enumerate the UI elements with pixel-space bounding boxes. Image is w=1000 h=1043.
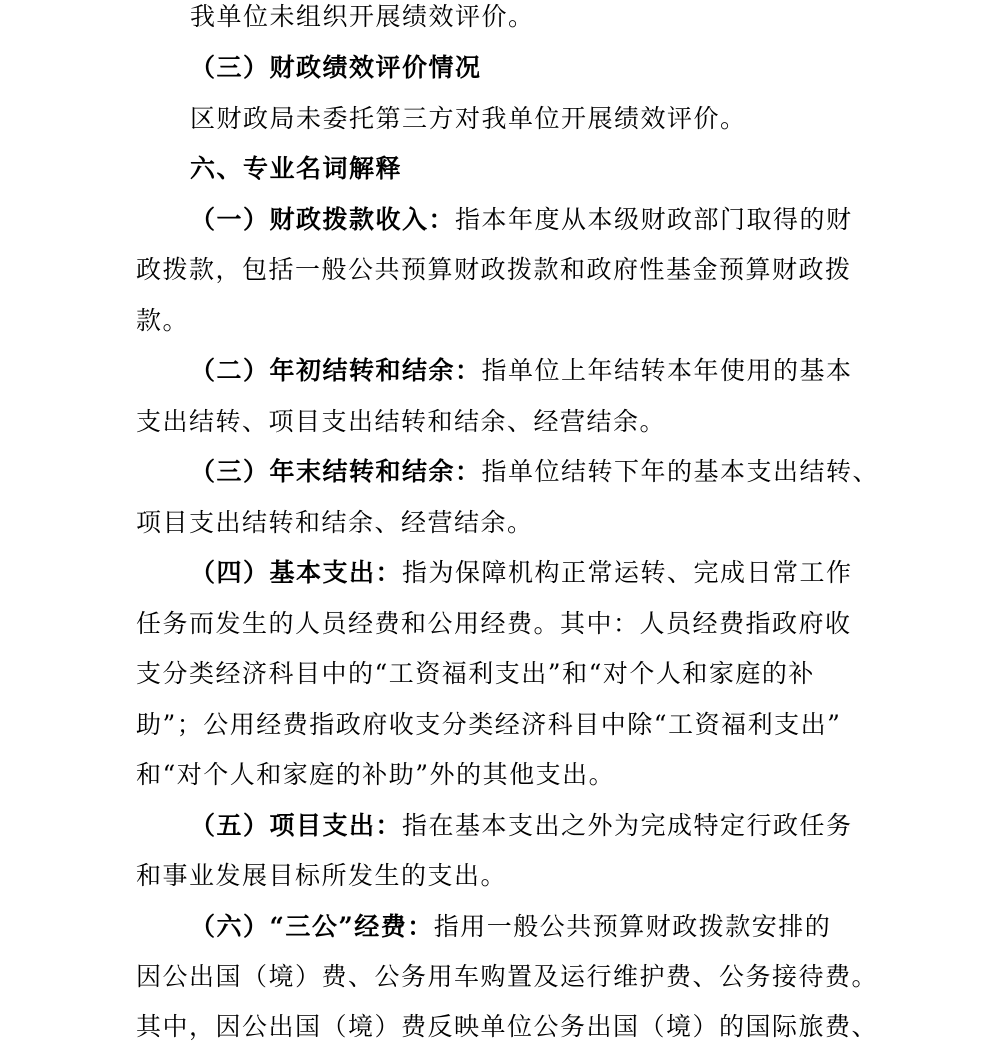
heading-text: 六、专业名词解释 bbox=[190, 154, 403, 183]
definition-text: 指用一般公共预算财政拨款安排的 bbox=[433, 912, 832, 941]
definition-text: 指在基本支出之外为完成特定行政任务 bbox=[402, 811, 853, 840]
definition-term: （六）“三公”经费： bbox=[190, 912, 434, 941]
paragraph-line bbox=[136, 306, 896, 336]
definition-line bbox=[190, 457, 950, 487]
line-text: 其中，因公出国（境）费反映单位公务出国（境）的国际旅费、 bbox=[136, 1012, 879, 1041]
line-text: 我单位未组织开展绩效评价。 bbox=[190, 2, 535, 31]
definition-term: （三）年末结转和结余： bbox=[190, 457, 482, 486]
definition-line bbox=[190, 912, 950, 942]
paragraph-line bbox=[136, 962, 896, 992]
heading-text: （三）财政绩效评价情况 bbox=[190, 53, 482, 82]
definition-text: 指单位上年结转本年使用的基本 bbox=[481, 356, 853, 385]
paragraph-line bbox=[136, 710, 896, 740]
paragraph-line bbox=[190, 2, 950, 32]
paragraph-line bbox=[136, 609, 896, 639]
line-text: 款。 bbox=[136, 306, 190, 335]
definition-text: 指单位结转下年的基本支出结转、 bbox=[481, 457, 880, 486]
paragraph-line bbox=[136, 659, 896, 689]
paragraph-line bbox=[136, 1012, 896, 1042]
line-text: 和“对个人和家庭的补助”外的其他支出。 bbox=[136, 760, 616, 789]
paragraph-line bbox=[136, 861, 896, 891]
paragraph-line bbox=[136, 760, 896, 790]
definition-text: 指为保障机构正常运转、完成日常工作 bbox=[402, 558, 853, 587]
definition-term: （四）基本支出： bbox=[190, 558, 403, 587]
line-text: 区财政局未委托第三方对我单位开展绩效评价。 bbox=[190, 104, 747, 133]
line-text: 支分类经济科目中的“工资福利支出”和“对个人和家庭的补 bbox=[136, 659, 815, 688]
definition-term: （五）项目支出： bbox=[190, 811, 403, 840]
definition-term: （一）财政拨款收入： bbox=[190, 205, 456, 234]
paragraph-line bbox=[136, 508, 896, 538]
definition-line bbox=[190, 356, 950, 386]
line-text: 因公出国（境）费、公务用车购置及运行维护费、公务接待费。 bbox=[136, 962, 879, 991]
definition-term: （二）年初结转和结余： bbox=[190, 356, 482, 385]
paragraph-line bbox=[136, 255, 896, 285]
chapter-heading bbox=[190, 154, 950, 184]
line-text: 支出结转、项目支出结转和结余、经营结余。 bbox=[136, 407, 667, 436]
line-text: 助”；公用经费指政府收支分类经济科目中除“工资福利支出” bbox=[136, 710, 842, 739]
line-text: 任务而发生的人员经费和公用经费。其中：人员经费指政府收 bbox=[136, 609, 852, 638]
line-text: 和事业发展目标所发生的支出。 bbox=[136, 861, 508, 890]
definition-text: 指本年度从本级财政部门取得的财 bbox=[455, 205, 853, 234]
definition-line bbox=[190, 558, 950, 588]
line-text: 项目支出结转和结余、经营结余。 bbox=[136, 508, 534, 537]
definition-line bbox=[190, 811, 950, 841]
line-text: 政拨款，包括一般公共预算财政拨款和政府性基金预算财政拨 bbox=[136, 255, 852, 284]
paragraph-line bbox=[190, 104, 950, 134]
section-heading bbox=[190, 53, 950, 83]
definition-line bbox=[190, 205, 950, 235]
paragraph-line bbox=[136, 407, 896, 437]
